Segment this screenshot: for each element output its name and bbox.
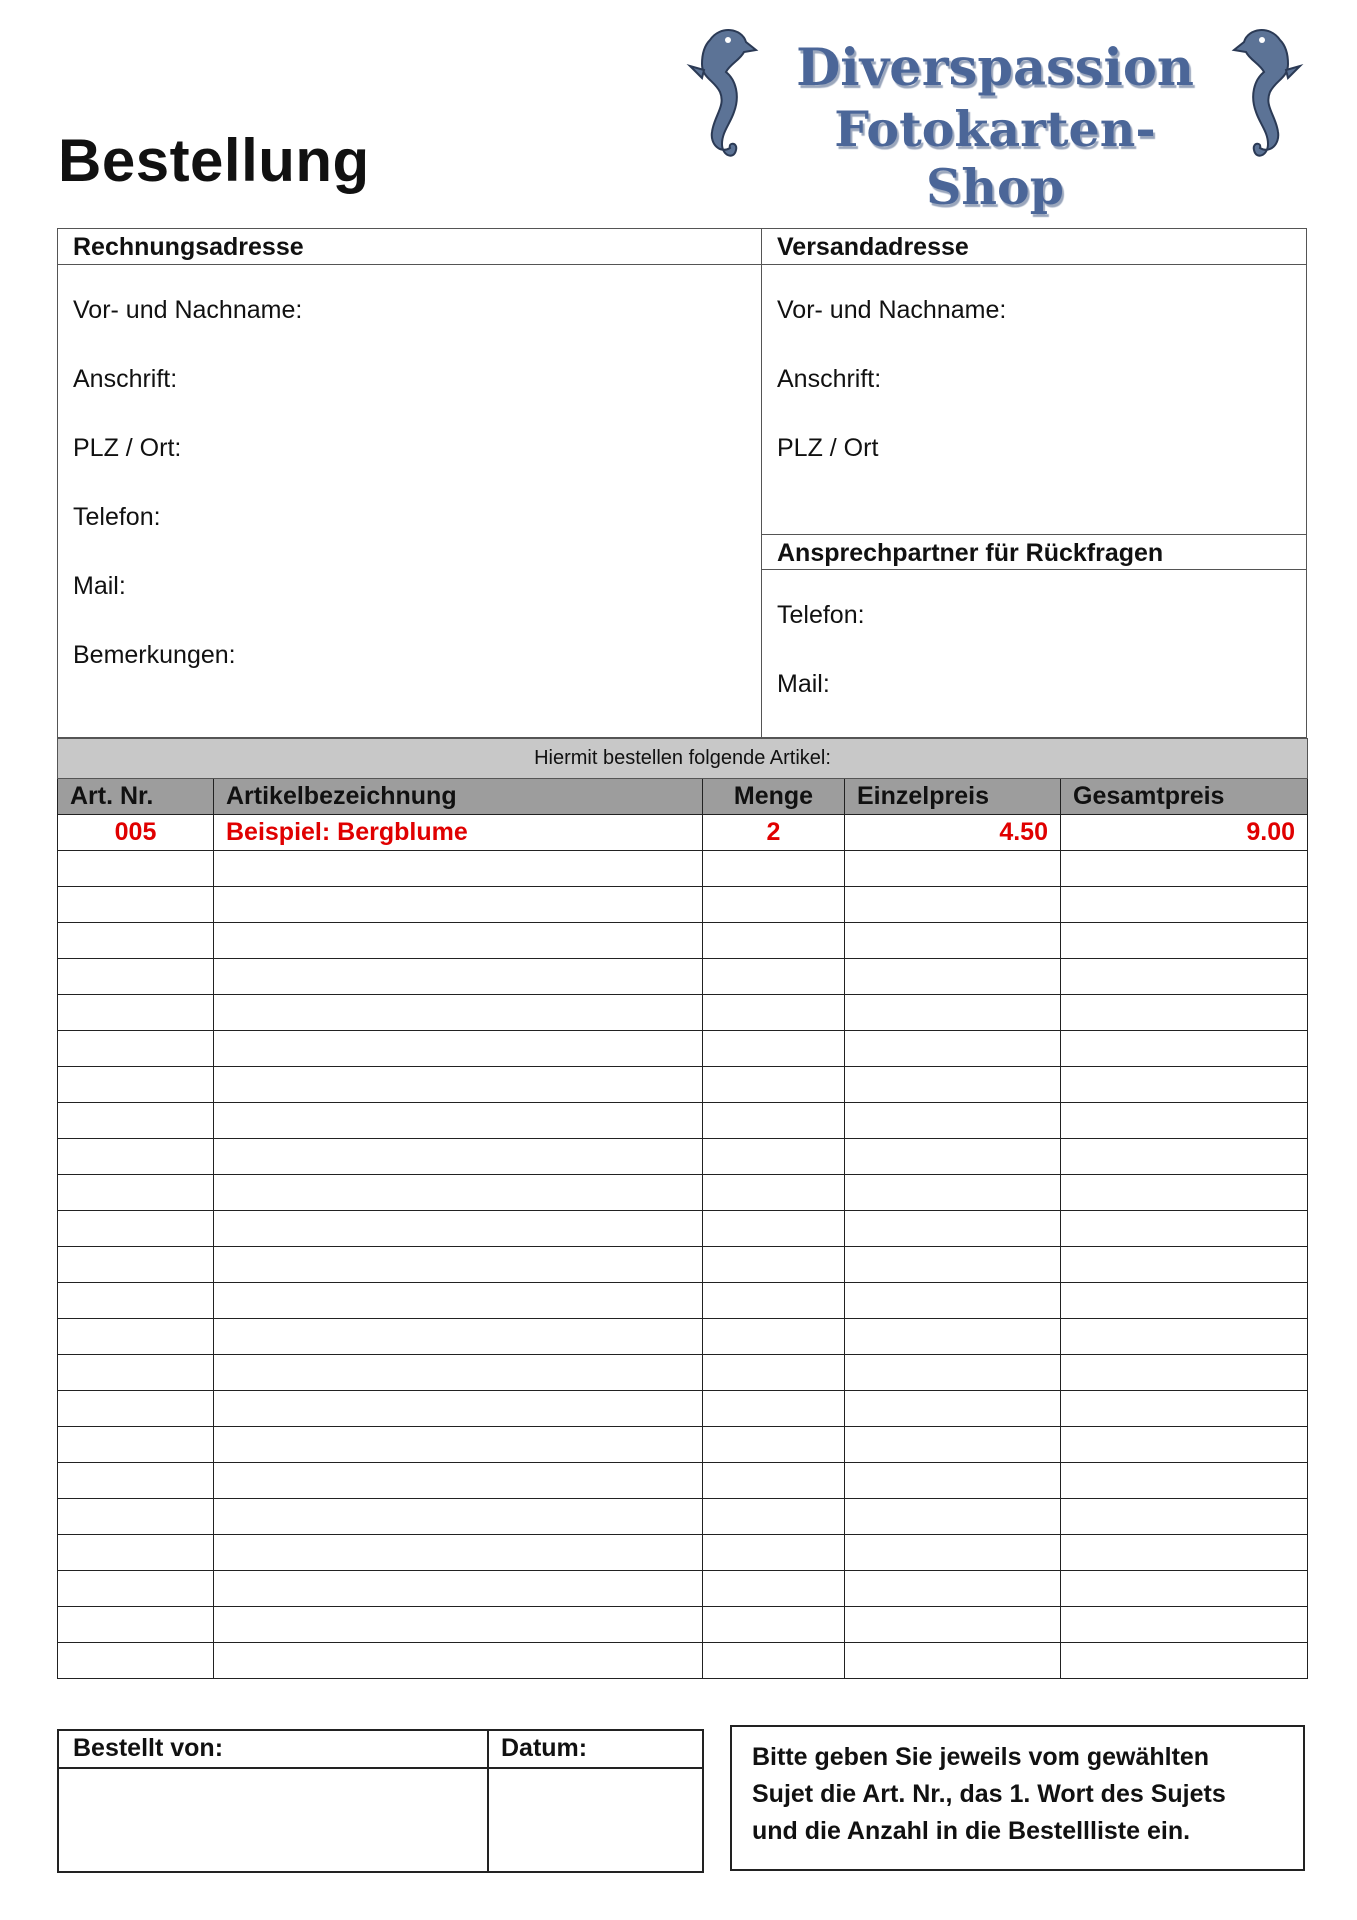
einzelpreis-cell[interactable]	[845, 1103, 1061, 1139]
column-header-einzelpreis: Einzelpreis	[845, 779, 1061, 815]
bezeichnung-cell[interactable]	[214, 887, 703, 923]
einzelpreis-cell[interactable]	[845, 959, 1061, 995]
table-row	[58, 1139, 1308, 1175]
bezeichnung-cell[interactable]	[214, 1643, 703, 1679]
date-label: Datum:	[501, 1734, 588, 1762]
table-row	[58, 1355, 1308, 1391]
shipping-name-field[interactable]: Vor- und Nachname:	[777, 296, 1007, 324]
gesamtpreis-cell[interactable]	[1061, 1607, 1308, 1643]
gesamtpreis-cell[interactable]	[1061, 887, 1308, 923]
seahorse-icon	[680, 20, 760, 180]
art-nr-cell[interactable]	[58, 1175, 214, 1211]
menge-cell[interactable]	[703, 1067, 845, 1103]
menge-cell[interactable]	[703, 1139, 845, 1175]
menge-cell[interactable]	[703, 1283, 845, 1319]
art-nr-cell[interactable]	[58, 1499, 214, 1535]
einzelpreis-cell[interactable]	[845, 1211, 1061, 1247]
table-row	[58, 1643, 1308, 1679]
table-row	[58, 1103, 1308, 1139]
einzelpreis-cell[interactable]	[845, 887, 1061, 923]
table-header-row	[58, 779, 1308, 815]
menge-cell[interactable]	[703, 851, 845, 887]
bezeichnung-cell[interactable]	[214, 1391, 703, 1427]
art-nr-cell[interactable]	[58, 1463, 214, 1499]
bezeichnung-cell[interactable]	[214, 1175, 703, 1211]
art-nr-cell[interactable]	[58, 995, 214, 1031]
einzelpreis-cell[interactable]	[845, 995, 1061, 1031]
menge-cell[interactable]	[703, 923, 845, 959]
logo-subtitle: Fotokarten-Shop	[834, 100, 1156, 216]
bezeichnung-cell[interactable]	[214, 1535, 703, 1571]
menge-cell[interactable]	[703, 1031, 845, 1067]
example-menge: 2	[703, 815, 845, 851]
einzelpreis-cell[interactable]	[845, 1499, 1061, 1535]
column-header-art-nr: Art. Nr.	[58, 779, 214, 815]
menge-cell[interactable]	[703, 1103, 845, 1139]
bezeichnung-cell[interactable]	[214, 1139, 703, 1175]
order-table	[57, 738, 1308, 1679]
art-nr-cell[interactable]	[58, 959, 214, 995]
art-nr-cell[interactable]	[58, 1211, 214, 1247]
art-nr-cell[interactable]	[58, 1247, 214, 1283]
example-row	[58, 815, 1308, 851]
art-nr-cell[interactable]	[58, 851, 214, 887]
art-nr-cell[interactable]	[58, 1535, 214, 1571]
contact-mail-field[interactable]: Mail:	[777, 670, 830, 698]
art-nr-cell[interactable]	[58, 1103, 214, 1139]
einzelpreis-cell[interactable]	[845, 1247, 1061, 1283]
menge-cell[interactable]	[703, 995, 845, 1031]
einzelpreis-cell[interactable]	[845, 1607, 1061, 1643]
column-header-gesamtpreis: Gesamtpreis	[1061, 779, 1308, 815]
table-row	[58, 1607, 1308, 1643]
note-line: Bitte geben Sie jeweils vom gewählten	[752, 1743, 1210, 1771]
einzelpreis-cell[interactable]	[845, 1463, 1061, 1499]
table-row	[58, 1175, 1308, 1211]
gesamtpreis-cell[interactable]	[1061, 1175, 1308, 1211]
example-bezeichnung: Beispiel: Bergblume	[214, 815, 703, 851]
art-nr-cell[interactable]	[58, 1139, 214, 1175]
art-nr-cell[interactable]	[58, 1427, 214, 1463]
table-row	[58, 959, 1308, 995]
art-nr-cell[interactable]	[58, 1391, 214, 1427]
gesamtpreis-cell[interactable]	[1061, 1211, 1308, 1247]
bezeichnung-cell[interactable]	[214, 1067, 703, 1103]
art-nr-cell[interactable]	[58, 1607, 214, 1643]
bezeichnung-cell[interactable]	[214, 1463, 703, 1499]
bezeichnung-cell[interactable]	[214, 1319, 703, 1355]
gesamtpreis-cell[interactable]	[1061, 959, 1308, 995]
bezeichnung-cell[interactable]	[214, 1499, 703, 1535]
menge-cell[interactable]	[703, 1535, 845, 1571]
menge-cell[interactable]	[703, 1319, 845, 1355]
bezeichnung-cell[interactable]	[214, 1247, 703, 1283]
art-nr-cell[interactable]	[58, 1571, 214, 1607]
gesamtpreis-cell[interactable]	[1061, 1499, 1308, 1535]
instruction-note	[730, 1725, 1305, 1871]
example-gesamtpreis: 9.00	[1061, 815, 1308, 851]
einzelpreis-cell[interactable]	[845, 1283, 1061, 1319]
bezeichnung-cell[interactable]	[214, 1355, 703, 1391]
shipping-street-field[interactable]: Anschrift:	[777, 365, 882, 393]
table-caption-row	[58, 739, 1308, 779]
bezeichnung-cell[interactable]	[214, 1427, 703, 1463]
art-nr-cell[interactable]	[58, 1067, 214, 1103]
contact-phone-field[interactable]: Telefon:	[777, 601, 865, 629]
gesamtpreis-cell[interactable]	[1061, 1535, 1308, 1571]
gesamtpreis-cell[interactable]	[1061, 1283, 1308, 1319]
bezeichnung-cell[interactable]	[214, 1103, 703, 1139]
einzelpreis-cell[interactable]	[845, 1067, 1061, 1103]
ordered-by-divider	[59, 1767, 702, 1769]
bezeichnung-cell[interactable]	[214, 851, 703, 887]
menge-cell[interactable]	[703, 1571, 845, 1607]
bezeichnung-cell[interactable]	[214, 1571, 703, 1607]
column-header-bezeichnung: Artikelbezeichnung	[214, 779, 703, 815]
menge-cell[interactable]	[703, 1643, 845, 1679]
art-nr-cell[interactable]	[58, 1355, 214, 1391]
bezeichnung-cell[interactable]	[214, 1031, 703, 1067]
table-row	[58, 1319, 1308, 1355]
einzelpreis-cell[interactable]	[845, 1319, 1061, 1355]
table-row	[58, 851, 1308, 887]
bezeichnung-cell[interactable]	[214, 1607, 703, 1643]
art-nr-cell[interactable]	[58, 1031, 214, 1067]
menge-cell[interactable]	[703, 1175, 845, 1211]
gesamtpreis-cell[interactable]	[1061, 1571, 1308, 1607]
gesamtpreis-cell[interactable]	[1061, 1427, 1308, 1463]
gesamtpreis-cell[interactable]	[1061, 1463, 1308, 1499]
billing-address-header: Rechnungsadresse	[58, 229, 761, 265]
billing-zip-city-field[interactable]: PLZ / Ort:	[73, 434, 182, 462]
seahorse-icon	[1230, 20, 1310, 180]
billing-street-field[interactable]: Anschrift:	[73, 365, 178, 393]
gesamtpreis-cell[interactable]	[1061, 1139, 1308, 1175]
shipping-address-header: Versandadresse	[762, 229, 1307, 265]
note-line: Sujet die Art. Nr., das 1. Wort des Sujets	[752, 1780, 1226, 1808]
einzelpreis-cell[interactable]	[845, 851, 1061, 887]
table-row	[58, 1499, 1308, 1535]
table-caption: Hiermit bestellen folgende Artikel:	[58, 739, 1308, 779]
column-header-menge: Menge	[703, 779, 845, 815]
ordered-by-box	[57, 1729, 704, 1873]
einzelpreis-cell[interactable]	[845, 1643, 1061, 1679]
note-line: und die Anzahl in die Bestellliste ein.	[752, 1817, 1191, 1845]
einzelpreis-cell[interactable]	[845, 1139, 1061, 1175]
page-title: Bestellung	[58, 127, 370, 194]
billing-mail-field[interactable]: Mail:	[73, 572, 126, 600]
bezeichnung-cell[interactable]	[214, 1211, 703, 1247]
menge-cell[interactable]	[703, 1355, 845, 1391]
menge-cell[interactable]	[703, 1211, 845, 1247]
gesamtpreis-cell[interactable]	[1061, 995, 1308, 1031]
gesamtpreis-cell[interactable]	[1061, 1643, 1308, 1679]
table-row	[58, 1391, 1308, 1427]
einzelpreis-cell[interactable]	[845, 1535, 1061, 1571]
billing-remarks-field[interactable]: Bemerkungen:	[73, 641, 236, 669]
einzelpreis-cell[interactable]	[845, 1571, 1061, 1607]
gesamtpreis-cell[interactable]	[1061, 1355, 1308, 1391]
table-row	[58, 1571, 1308, 1607]
bezeichnung-cell[interactable]	[214, 995, 703, 1031]
table-row	[58, 1211, 1308, 1247]
einzelpreis-cell[interactable]	[845, 923, 1061, 959]
table-row	[58, 1283, 1308, 1319]
shop-logo	[680, 20, 1310, 216]
art-nr-cell[interactable]	[58, 1319, 214, 1355]
table-row	[58, 995, 1308, 1031]
billing-name-field[interactable]: Vor- und Nachname:	[73, 296, 303, 324]
shipping-zip-city-field[interactable]: PLZ / Ort	[777, 434, 879, 462]
table-row	[58, 1247, 1308, 1283]
bezeichnung-cell[interactable]	[214, 923, 703, 959]
einzelpreis-cell[interactable]	[845, 1391, 1061, 1427]
table-row	[58, 1031, 1308, 1067]
gesamtpreis-cell[interactable]	[1061, 923, 1308, 959]
gesamtpreis-cell[interactable]	[1061, 1031, 1308, 1067]
art-nr-cell[interactable]	[58, 923, 214, 959]
bezeichnung-cell[interactable]	[214, 1283, 703, 1319]
menge-cell[interactable]	[703, 1391, 845, 1427]
contact-header: Ansprechpartner für Rückfragen	[762, 534, 1307, 570]
example-einzelpreis: 4.50	[845, 815, 1061, 851]
einzelpreis-cell[interactable]	[845, 1031, 1061, 1067]
gesamtpreis-cell[interactable]	[1061, 1103, 1308, 1139]
einzelpreis-cell[interactable]	[845, 1355, 1061, 1391]
einzelpreis-cell[interactable]	[845, 1427, 1061, 1463]
table-row	[58, 1427, 1308, 1463]
gesamtpreis-cell[interactable]	[1061, 1319, 1308, 1355]
ordered-by-column-divider	[487, 1731, 489, 1871]
art-nr-cell[interactable]	[58, 887, 214, 923]
art-nr-cell[interactable]	[58, 1643, 214, 1679]
gesamtpreis-cell[interactable]	[1061, 1391, 1308, 1427]
menge-cell[interactable]	[703, 959, 845, 995]
table-row	[58, 1067, 1308, 1103]
einzelpreis-cell[interactable]	[845, 1175, 1061, 1211]
ordered-by-label: Bestellt von:	[73, 1734, 224, 1762]
logo-title: Diverspassion	[796, 38, 1194, 98]
table-row	[58, 1463, 1308, 1499]
menge-cell[interactable]	[703, 1427, 845, 1463]
address-divider	[761, 229, 762, 737]
art-nr-cell[interactable]	[58, 1283, 214, 1319]
menge-cell[interactable]	[703, 1247, 845, 1283]
menge-cell[interactable]	[703, 1607, 845, 1643]
table-row	[58, 923, 1308, 959]
table-row	[58, 887, 1308, 923]
address-section	[57, 228, 1307, 738]
gesamtpreis-cell[interactable]	[1061, 1247, 1308, 1283]
menge-cell[interactable]	[703, 887, 845, 923]
menge-cell[interactable]	[703, 1463, 845, 1499]
menge-cell[interactable]	[703, 1499, 845, 1535]
bezeichnung-cell[interactable]	[214, 959, 703, 995]
gesamtpreis-cell[interactable]	[1061, 1067, 1308, 1103]
example-art-nr: 005	[58, 815, 214, 851]
gesamtpreis-cell[interactable]	[1061, 851, 1308, 887]
table-row	[58, 1535, 1308, 1571]
billing-phone-field[interactable]: Telefon:	[73, 503, 161, 531]
